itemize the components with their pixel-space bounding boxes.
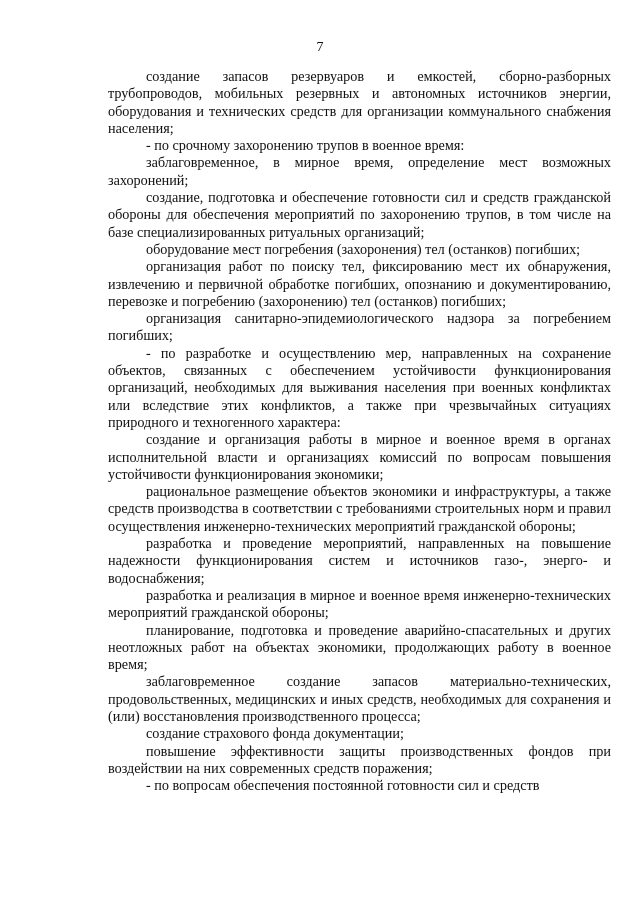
paragraph: разработка и проведение мероприятий, направленных на повышение надежности функционирования систем и источников газо-, энерго- и водоснабжения; [108, 536, 611, 587]
paragraph: рациональное размещение объектов экономики и инфраструктуры, а также средств производства в соответствии с требованиями строительных норм и правил осуществления инженерно-технических мероприятий гражданской обороны; [108, 484, 611, 535]
paragraph: организация работ по поиску тел, фиксированию мест их обнаружения, извлечению и первичной обработке погибших, опознанию и документированию, перевозке и погребению (захоронению) тел (останков) погибших; [108, 259, 611, 310]
page-number: 7 [316, 40, 324, 55]
paragraph: создание страхового фонда документации; [146, 726, 404, 743]
paragraph: организация санитарно-эпидемиологического надзора за погребением погибших; [108, 311, 611, 345]
paragraph: разработка и реализация в мирное и военное время инженерно-технических мероприятий гражданской обороны; [108, 587, 611, 622]
paragraph: создание, подготовка и обеспечение готовности сил и средств гражданской обороны для обеспечения мероприятий по захоронению трупов, в том числе на базе специализированных ритуальных организаций; [108, 190, 611, 241]
paragraph: создание и организация работы в мирное и военное время в органах исполнительной власти и организациях комиссий по вопросам повышения устойчивости функционирования экономики; [108, 432, 611, 483]
paragraph: заблаговременное создание запасов материально-технических, продовольственных, медицинских и иных средств, необходимых для сохранения и (или) восстановления производственного процесса; [108, 674, 611, 725]
paragraph: - по разработке и осуществлению мер, направленных на сохранение объектов, связанных с обеспечением устойчивости функционирования организаций, необходимых для выживания населения при военных конфликтах или вследствие этих конфликтов, а также при чрезвычайных ситуациях природного и техногенного характера: [108, 345, 611, 431]
paragraph: заблаговременное, в мирное время, определение мест возможных захоронений; [108, 155, 611, 189]
paragraph: создание запасов резервуаров и емкостей, сборно-разборных трубопроводов, мобильных резервных и автономных источников энергии, оборудования и технических средств для организации коммунального снабжения населения; [108, 69, 611, 137]
paragraph: - по вопросам обеспечения постоянной готовности сил и средств [146, 778, 540, 795]
paragraph: - по срочному захоронению трупов в военное время: [146, 138, 465, 155]
paragraph: повышение эффективности защиты производственных фондов при воздействии на них современных средств поражения; [108, 743, 611, 777]
paragraph: планирование, подготовка и проведение аварийно-спасательных и других неотложных работ на объектах экономики, продолжающих работу в военное время; [108, 622, 611, 674]
document-body [108, 69, 611, 795]
paragraph: оборудование мест погребения (захоронения) тел (останков) погибших; [146, 241, 581, 258]
